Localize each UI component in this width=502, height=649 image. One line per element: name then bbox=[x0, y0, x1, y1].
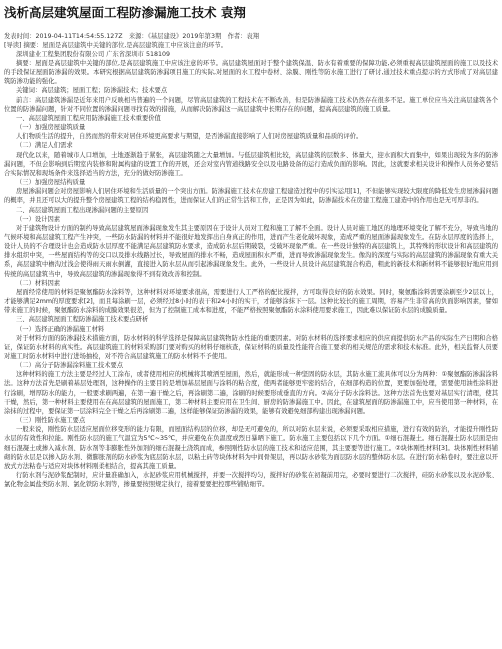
section-heading: （二）材料因素 bbox=[16, 279, 61, 287]
body-paragraph: 屋面经常使用的材料是聚氨酯防水涂料等，这种材料对环境要求很高，需要进行人工严格的配比搅拌，方可取得良好的防水效果。同时，聚氨酯涂料需要涂刷至少2层以上，才能够满足2mm的厚度要求[2]，而且每涂刷一层，必须经过8小时的表干和24小时的实干，才能够涂抹下一层。这种比较长的施工周期，容易产生非常高的负面影响因素，譬如带来施工的时候，聚氨酯防水涂料的成膜效果很差，但为了控制施工成本和进度，不能严格按照聚氨酯防水涂料使用要求施工，因此难以保证防水层的成膜质量。 bbox=[4, 288, 498, 315]
document-title: 浅析高层建筑屋面工程防渗漏施工技术 袁翔 bbox=[4, 5, 246, 20]
section-heading: （二）高分子防渗漏涂料施工技术要点 bbox=[16, 362, 124, 370]
section-heading: （二）满足人们需求 bbox=[16, 142, 73, 150]
body-paragraph: 对于材料方面的防渗漏技术措施方面，防水材料的科学选择是保障高层建筑物防水性能的重要因素。对防水材料的选择要求相应的供应商提供防水产品的实际生产日期和合格证，保证防水材料的真实性。高层建筑施工的材料采购部门要对购买的材料仔细核查，保证材料的质量及性能符合施工要求的相关规范的需求和技术标准。此外，相关监督人员要对施工时防水材料中进行进场抽检，对不符合高层建筑施工的防水材料不予使用。 bbox=[4, 334, 498, 360]
body-paragraph: 行防水剂与泥砂浆配制时，应计量准确加入，水泥砂浆应用机械搅拌，并要一次搅拌均匀，搅拌好的砂浆在初凝前用完，必要时要进行二次搅拌，硅防水砂浆以及水泥砂浆、氯化物金属盐类防水剂、氯化铁防水剂等，掺量要按照规定执行，接着要要把控那些铺贴细节。 bbox=[4, 472, 498, 489]
section-heading: （一）设计因素 bbox=[16, 215, 61, 223]
body-paragraph: 这种材料的施工方法主要是经过人工涂布，或者使用相应的机械将其喷洒至屋面，然后，就能形成一种坚固的防水层，其防水施工流具体可以分为两种：①聚氨酯防渗漏涂料法。这种方法首先是刷着基层处理剂，这种操作的主要目的是增加基层屋面与涂料的粘合度，使两者能够更牢密的结合，在细部构造的位置，更要加强处理，需要使用油性涂料进行涂刷，增厚防水的能力，一般要求刷两遍，在第一遍干燥之后，再涂刷第二遍，涂刷的时候要形成垂直的方向。②高分子防水涂料法。这种方法首先也要对基层实行清理，使其干燥，然后，第一种材料主要使用在在高层建筑的屋面施工，第二种材料主要应用在卫生间、厨房的防渗漏施工中。因此，在建筑屋面的防渗漏施工中，应当使用第一种材料，在涂抹的过程中，要保证第一层涂料完全干燥之后再涂刷第二遍，这样能够保证防渗漏的效果，能够有效避免细部构建出现渗漏问题。 bbox=[4, 371, 498, 415]
body-paragraph: 摘要：屋面是高层建筑中关键的部位,是高层建筑施工中应该注意的环节。高层建筑屋面对于整个建筑保温、防水有着重要的保障功能,必须重视高层建筑屋面的施工以及技术的手段保证屋面防渗漏的效果。本研究根据高层建筑防渗漏项目施工的实际,对屋面的水工程中卷材、涂膜、刚性等防水施工进行了研讨,通过技术重点提示的方式形成了对高层建筑防渗功能的强化。 bbox=[4, 60, 498, 86]
guide-abstract: [导读] 摘要：屋面是高层建筑中关键的部位,是高层建筑施工中应该注意的环节。 bbox=[4, 42, 228, 49]
author-affiliation: 深圳建业工程集团股份有限公司 广东省深圳市 518109 bbox=[16, 51, 170, 58]
section-heading: （一）加强房屋建筑质量 bbox=[16, 124, 86, 132]
publish-info: 发表时间：2019-04-11T14:54:55.127Z 来源：《基层建设》2019年第3期 作者：袁翔 bbox=[4, 33, 260, 40]
section-heading: （一）选择正确的渗漏施工材料 bbox=[16, 325, 105, 333]
body-paragraph: 房屋渗漏问题会对房屋影响人们居住环境和生活质量的一个突出方面。防渗漏施工技术在房建工程建造过程中的引实运用[1]，不但能够实现较大限度的降低发生房屋渗漏问题的概率，并且还可以大的提升整个房屋建筑工程的结构稳固性，进而保证人们的正常生活和工作，正是因为如此，防渗漏技术在房建工程施工建造中的作用也是无可厚非的。 bbox=[4, 188, 498, 205]
body-paragraph: 前言：高层建筑渗漏是近年来用户反映相当普遍的一个问题，尽管高层建筑的工程技术在不断改善，但是防渗漏施工技术仍然存在很多不足。施工单位应当关注高层建筑各个位置的防渗漏问题，针对不同位置的渗漏问题寻找有效的措施，从而解决防渗漏这一高层建筑中长期存在的问题，提高高层建筑的施工质量。 bbox=[4, 96, 498, 113]
body-paragraph: 现代化以来，随着城市人口增加，土地逐渐趋于紧张，高层建筑随之大量增加。与低层建筑相比较，高层建筑的层数多、体量大，迎水面积大而集中，如果出现较为多的防渗漏问题，不但会影响到后期室内装修和附属构建的设置工作的开展，还会对室内管道线路安全以及电路设备的运行造成负面的影响。因此，这就要求相关设计和操作人员务必要结合实际情况和现场条件来选择适当的方法，充分的做好防渗施工。 bbox=[4, 151, 498, 177]
section-heading: 三、高层建筑屋面工程防渗漏施工技术要点研析 bbox=[16, 316, 149, 324]
section-heading: 二、高层建筑屋面工程出现渗漏问题的主要原因 bbox=[16, 206, 149, 214]
section-heading: （三）加强房屋结构质量 bbox=[16, 179, 86, 187]
section-heading: 关键词：高层建筑；屋面工程；防渗漏技术；技术要点 bbox=[16, 87, 168, 95]
body-paragraph: 一般来说，刚性防水层适应屋面位移变形的能力有限，而屋面结构层的位移，却是无可避免的，所以对防水层来说，必须要采取相应措施，进行有效的防治，才能提升刚性防水层的有效性和拉能。刚性防水层的施工气温宜为5℃~35℃，并应避免在负温度或烈日暴晒下施工。防水施工主要包括以下几个方面。①细石混凝土。细石混凝土防水层面是由细石混凝土或掺入减水剂、防水剂等非膨胀性外加剂的细石混凝土浇筑而成，参照刚性防水层的施工技术和适应范围，其主要要等进行施工。②块体刚性材料[3]。块体刚性材料铺砌的防水层是以掺入防水剂、微膨胀剂的防水砂浆为底层防水层，以粘土砖等块体材料为中间骨架层，再以防水砂浆为面层防水层的整体防水层。在进行防水粘卷时，要注意以开放式方法粘卷与适应对块体材料刚柔相结合，提高其施工质量。 bbox=[4, 426, 498, 470]
section-heading: 一、高层建筑屋面工程应用防渗漏施工技术重要价值 bbox=[16, 114, 161, 122]
document-body bbox=[4, 59, 498, 489]
body-paragraph: 对于建筑物设计方面的制约导致高层建筑屋面渗漏现象发生其主要原因在于设计人员对工程和施工了解不全面。设计人员对施工地区的地理环境变化了解不充分，导致当地的气候环境和高层建筑工程产生冲突，一些防水防漏的材料并不能很好地发挥出自身真正的作用，进而产生老化破坏现象，造成严重的屋面渗漏现象发生。在防水层厚度的选择上，设计人员的不合理设计也会造成防水层厚度不能满足高层建筑防水要求，造成防水层后期破裂，受破坏现象严重。在一些设计独特的高层建筑上，其特殊的形状设计和高层建筑的排水组织中突，一些屋面结构等的交口以及排水线路过长，导致屋面的排水不畅，造成屋面积水严重，进而导致渗漏现象发生。像沟的深度与实际的高层建筑的渗漏现象有重大关系，高层建筑中檐沟过浅会使得雨天雨水倒灌，直接进入防水层从而引起渗漏现象发生。此外，一些设计人员设计高层建筑混合构造，粗此的新技术和新材料不能够很好地应用到传统的高层建筑当中，导致高层建筑的渗漏现象得不到有效改善和控制。 bbox=[4, 224, 498, 278]
section-heading: （三）刚性防水施工要点 bbox=[16, 417, 86, 425]
body-paragraph: 人们物质生活的提升，自然而然的带来对居住环境更高要求与期望，是否渗漏直接影响了人们对房屋建筑质量和品质的评价。 bbox=[16, 133, 363, 141]
